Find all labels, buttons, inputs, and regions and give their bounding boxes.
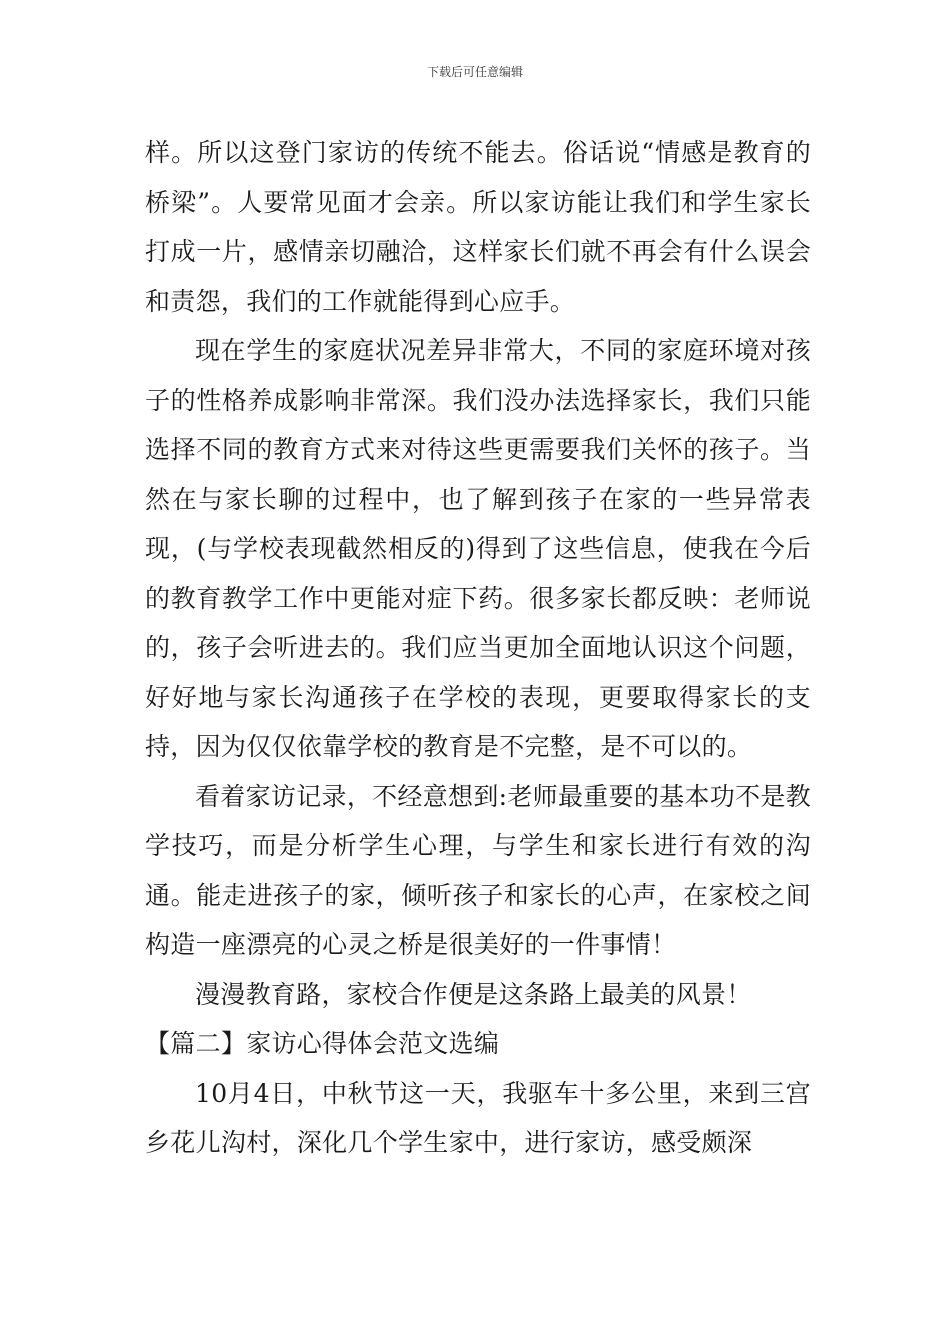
paragraph-section-two-intro: 10月4日，中秋节这一天，我驱车十多公里，来到三宫乡花儿沟村，深化几个学生家中，进行家访，感受颇深 — [145, 1078, 811, 1157]
paragraph-visit-record: 看着家访记录，不经意想到:老师最重要的基本功不是教学技巧，而是分析学生心理，与学生和家长进行有效的沟通。能走进孩子的家，倾听孩子和家长的心声，在家校之间构造一座漂亮的心灵之桥是很美好的一件事情！ — [145, 781, 811, 959]
paragraph-continuation: 样。所以这登门家访的传统不能去。俗话说“情感是教育的桥梁”。人要常见面才会亲。所以家访能让我们和学生家长打成一片，感情亲切融洽，这样家长们就不再会有什么误会和责怨，我们的工作就能得到心应手。 — [145, 138, 811, 316]
document-body — [145, 128, 811, 1168]
page-header-note: 下载后可任意编辑 — [426, 65, 523, 79]
section-heading: 【篇二】家访心得体会范文选编 — [145, 1029, 500, 1058]
paragraph-family-situation: 现在学生的家庭状况差异非常大，不同的家庭环境对孩子的性格养成影响非常深。我们没办法选择家长，我们只能选择不同的教育方式来对待这些更需要我们关怀的孩子。当然在与家长聊的过程中，也了解到孩子在家的一些异常表现，(与学校表现截然相反的)得到了这些信息，使我在今后的教育教学工作中更能对症下药。很多家长都反映：老师说的，孩子会听进去的。我们应当更加全面地认识这个问题，好好地与家长沟通孩子在学校的表现，更要取得家长的支持，因为仅仅依靠学校的教育是不完整，是不可以的。 — [145, 336, 811, 761]
paragraph-education-road: 漫漫教育路，家校合作便是这条路上最美的风景！ — [195, 979, 752, 1009]
